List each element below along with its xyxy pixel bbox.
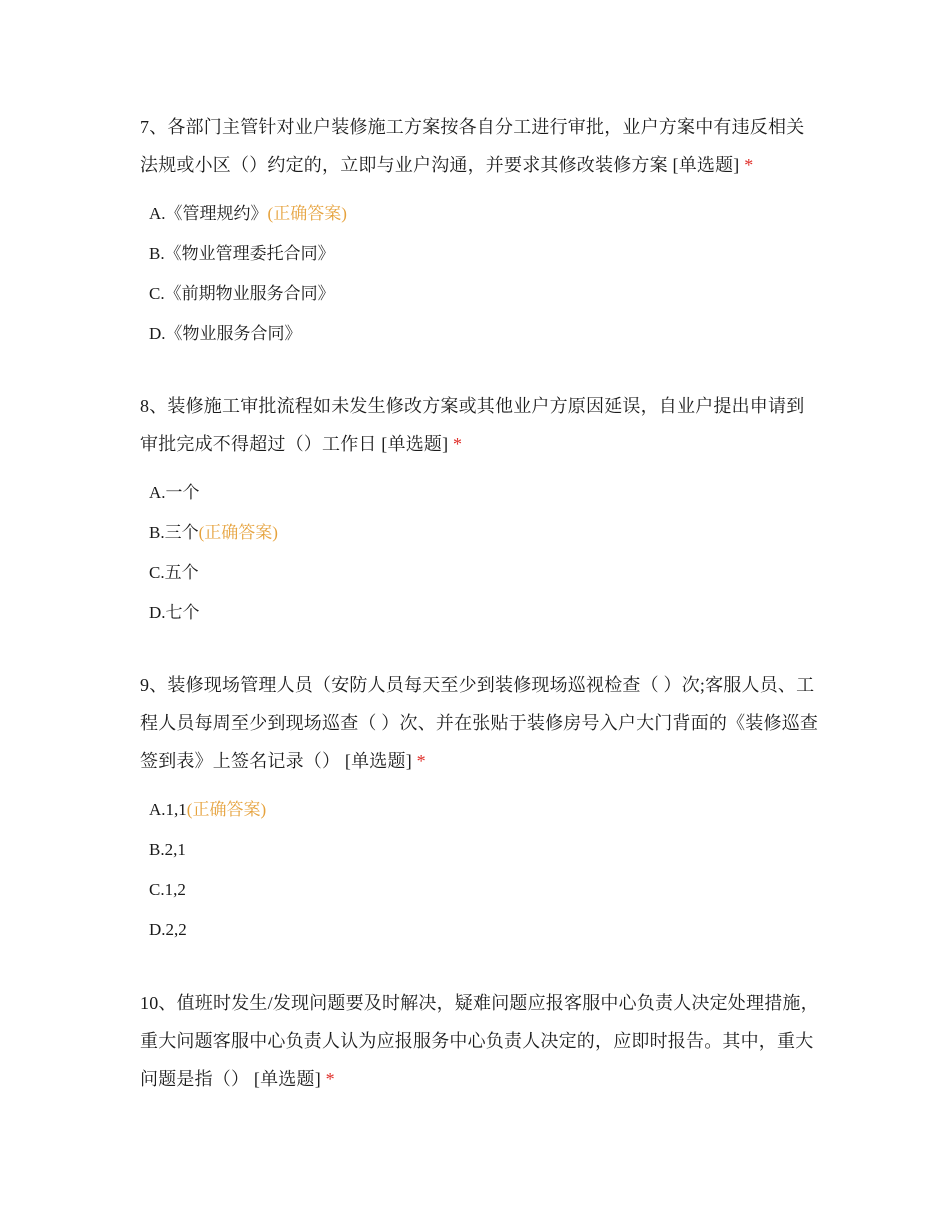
option-d[interactable] xyxy=(149,314,820,354)
correct-answer-tag: (正确答案) xyxy=(267,204,347,223)
option-label: D.2,2 xyxy=(149,920,187,939)
question-text: 7、各部门主管针对业户装修施工方案按各自分工进行审批，业户方案中有违反相关法规或小区（）约定的，立即与业户沟通，并要求其修改装修方案 [单选题] xyxy=(140,117,805,175)
required-mark: * xyxy=(416,751,426,771)
required-mark: * xyxy=(325,1069,335,1089)
option-c[interactable] xyxy=(149,553,820,593)
option-a[interactable] xyxy=(149,790,820,830)
option-label: B.2,1 xyxy=(149,840,186,859)
correct-answer-tag: (正确答案) xyxy=(198,523,278,542)
required-mark: * xyxy=(744,155,754,175)
question-text: 10、值班时发生/发现问题要及时解决，疑难问题应报客服中心负责人决定处理措施，重大问题客服中心负责人认为应报服务中心负责人决定的，应即时报告。其中，重大问题是指（） [单选题] xyxy=(140,993,819,1089)
option-b[interactable] xyxy=(149,513,820,553)
question-title xyxy=(140,666,820,780)
option-label: C.五个 xyxy=(149,563,199,582)
option-label: A.一个 xyxy=(149,483,200,502)
option-label: C.《前期物业服务合同》 xyxy=(149,284,335,303)
question-text: 9、装修现场管理人员（安防人员每天至少到装修现场巡视检查（ ）次;客服人员、工程人员每周至少到现场巡查（ ）次、并在张贴于装修房号入户大门背面的《装修巡查签到表》上签名记录（） [单选题] xyxy=(140,675,819,771)
question-title xyxy=(140,387,820,463)
option-label: D.七个 xyxy=(149,603,200,622)
option-label: A.1,1 xyxy=(149,800,187,819)
option-d[interactable] xyxy=(149,593,820,633)
option-label: B.《物业管理委托合同》 xyxy=(149,244,335,263)
correct-answer-tag: (正确答案) xyxy=(186,800,267,819)
option-label: C.1,2 xyxy=(149,880,186,899)
required-mark: * xyxy=(453,434,463,454)
option-b[interactable] xyxy=(149,830,820,870)
question-title xyxy=(140,984,820,1098)
option-b[interactable] xyxy=(149,234,820,274)
option-list xyxy=(140,473,820,633)
option-label: D.《物业服务合同》 xyxy=(149,324,302,343)
question-10 xyxy=(140,984,820,1098)
option-c[interactable] xyxy=(149,870,820,910)
option-label: A.《管理规约》 xyxy=(149,204,268,223)
question-8 xyxy=(140,387,820,633)
question-title xyxy=(140,108,820,184)
question-text: 8、装修施工审批流程如未发生修改方案或其他业户方原因延误，自业户提出申请到审批完成不得超过（）工作日 [单选题] xyxy=(140,396,805,454)
option-a[interactable] xyxy=(149,473,820,513)
option-c[interactable] xyxy=(149,274,820,314)
option-a[interactable] xyxy=(149,194,820,234)
option-list xyxy=(140,790,820,950)
option-label: B.三个 xyxy=(149,523,199,542)
option-d[interactable] xyxy=(149,910,820,950)
question-7 xyxy=(140,108,820,354)
question-9 xyxy=(140,666,820,950)
option-list xyxy=(140,194,820,354)
